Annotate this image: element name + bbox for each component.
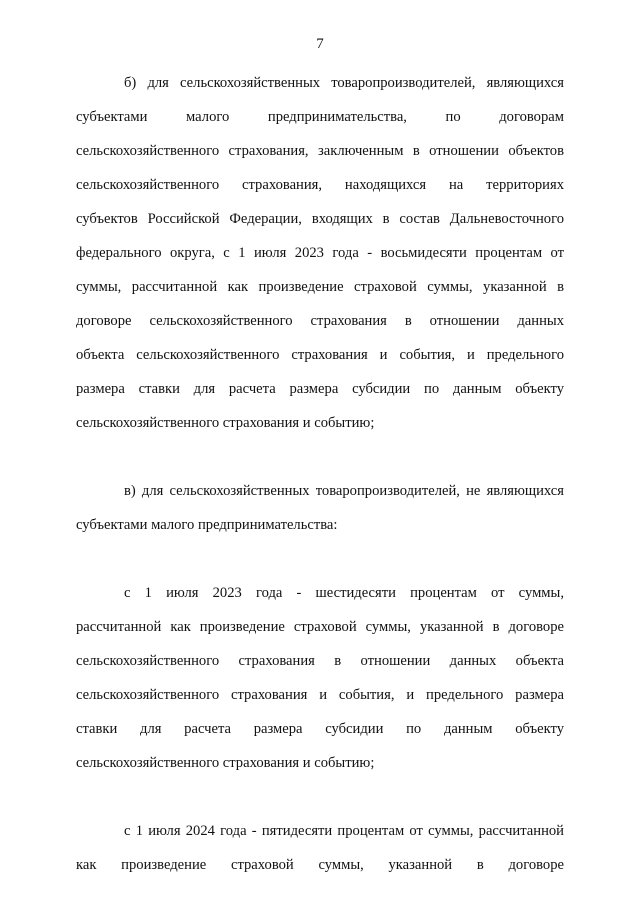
text-line: как произведение страховой суммы, указанной в договоре	[76, 857, 564, 873]
text-line: федерального округа, с 1 июля 2023 года - восьмидесяти процентам от	[76, 245, 564, 261]
paragraph-from-july-2024	[76, 814, 564, 882]
text-line: ставки для расчета размера субсидии по данным объекту	[76, 721, 564, 737]
paragraph-v	[76, 474, 564, 542]
text-line: субъектами малого предпринимательства:	[76, 517, 338, 533]
text-line: с 1 июля 2023 года - шестидесяти процентам от суммы,	[124, 585, 564, 601]
paragraph-gap	[76, 440, 564, 474]
text-line: размера ставки для расчета размера субсидии по данным объекту	[76, 381, 564, 397]
text-line: сельскохозяйственного страхования и событию;	[76, 415, 375, 431]
text-line: субъектами малого предпринимательства, по договорам	[76, 109, 564, 125]
text-line: договоре сельскохозяйственного страхования в отношении данных	[76, 313, 564, 329]
text-line: субъектов Российской Федерации, входящих в состав Дальневосточного	[76, 211, 564, 227]
text-line: сельскохозяйственного страхования, находящихся на территориях	[76, 177, 564, 193]
text-line: суммы, рассчитанной как произведение страховой суммы, указанной в	[76, 279, 564, 295]
paragraph-from-july-2023	[76, 576, 564, 780]
text-line: с 1 июля 2024 года - пятидесяти процентам от суммы, рассчитанной	[124, 823, 564, 839]
document-body	[76, 66, 564, 882]
text-line: сельскохозяйственного страхования, заключенным в отношении объектов	[76, 143, 564, 159]
text-line: сельскохозяйственного страхования и событию;	[76, 755, 375, 771]
text-line: объекта сельскохозяйственного страхования и события, и предельного	[76, 347, 564, 363]
text-line: рассчитанной как произведение страховой суммы, указанной в договоре	[76, 619, 564, 635]
text-line: сельскохозяйственного страхования в отношении данных объекта	[76, 653, 564, 669]
page-number: 7	[316, 36, 324, 52]
paragraph-gap	[76, 780, 564, 814]
text-line: в) для сельскохозяйственных товаропроизводителей, не являющихся	[124, 483, 564, 499]
paragraph-gap	[76, 542, 564, 576]
paragraph-b	[76, 66, 564, 440]
text-line: сельскохозяйственного страхования и события, и предельного размера	[76, 687, 564, 703]
text-line: б) для сельскохозяйственных товаропроизводителей, являющихся	[124, 75, 564, 91]
